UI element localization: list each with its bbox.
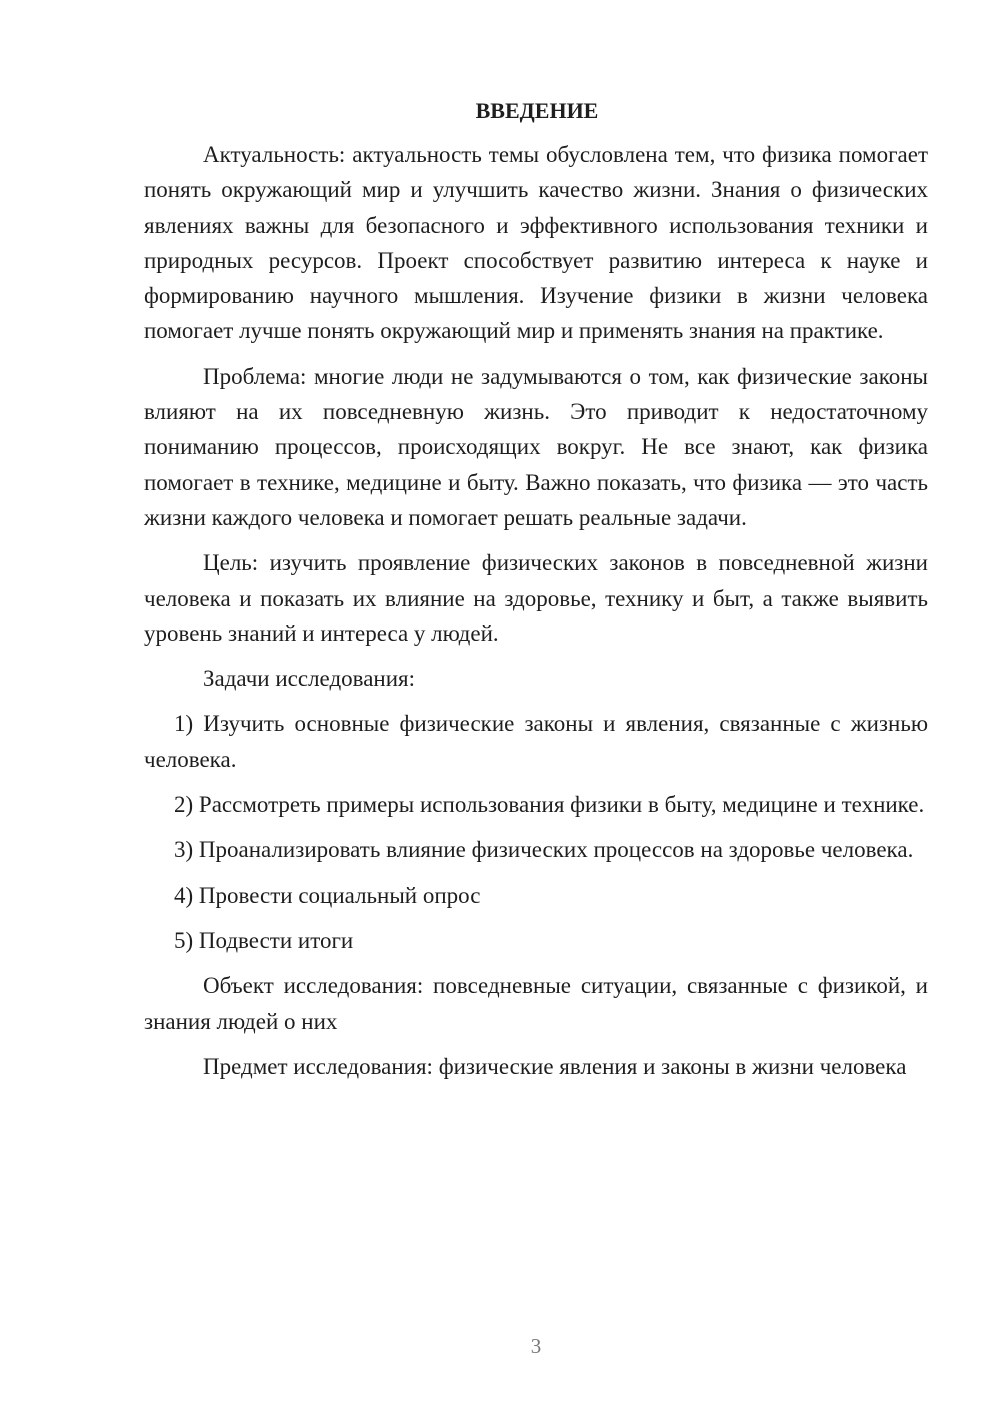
task-item-4: 4) Провести социальный опрос xyxy=(174,882,481,908)
research-object-paragraph: Объект исследования: повседневные ситуации, связанные с физикой, и знания людей о них xyxy=(144,973,928,1034)
task-item-1: 1) Изучить основные физические законы и явления, связанные с жизнью человека. xyxy=(144,711,928,772)
goal-paragraph: Цель: изучить проявление физических законов в повседневной жизни человека и показать их влияние на здоровье, технику и быт, а также выявить уровень знаний и интереса у людей. xyxy=(144,550,928,646)
relevance-paragraph: Актуальность: актуальность темы обусловлена тем, что физика помогает понять окружающий мир и улучшить качество жизни. Знания о физических явлениях важны для безопасного и эффективного использования техники и природных ресурсов. Проект способствует развитию интереса к науке и формированию научного мышления. Изучение физики в жизни человека помогает лучше понять окружающий мир и применять знания на практике. xyxy=(144,142,928,344)
page-title: ВВЕДЕНИЕ xyxy=(475,98,599,123)
page-number: 3 xyxy=(530,1334,542,1358)
research-subject-paragraph: Предмет исследования: физические явления и законы в жизни человека xyxy=(203,1053,907,1079)
task-item-2: 2) Рассмотреть примеры использования физики в быту, медицине и технике. xyxy=(174,792,925,818)
page-content xyxy=(144,96,928,1094)
task-item-5: 5) Подвести итоги xyxy=(174,927,354,953)
problem-paragraph: Проблема: многие люди не задумываются о том, как физические законы влияют на их повседневную жизнь. Это приводит к недостаточному пониманию процессов, происходящих вокруг. Не все знают, как физика помогает в технике, медицине и быту. Важно показать, что физика — это часть жизни каждого человека и помогает решать реальные задачи. xyxy=(144,363,928,530)
task-item-3: 3) Проанализировать влияние физических процессов на здоровье человека. xyxy=(174,837,914,863)
tasks-heading: Задачи исследования: xyxy=(203,666,416,692)
